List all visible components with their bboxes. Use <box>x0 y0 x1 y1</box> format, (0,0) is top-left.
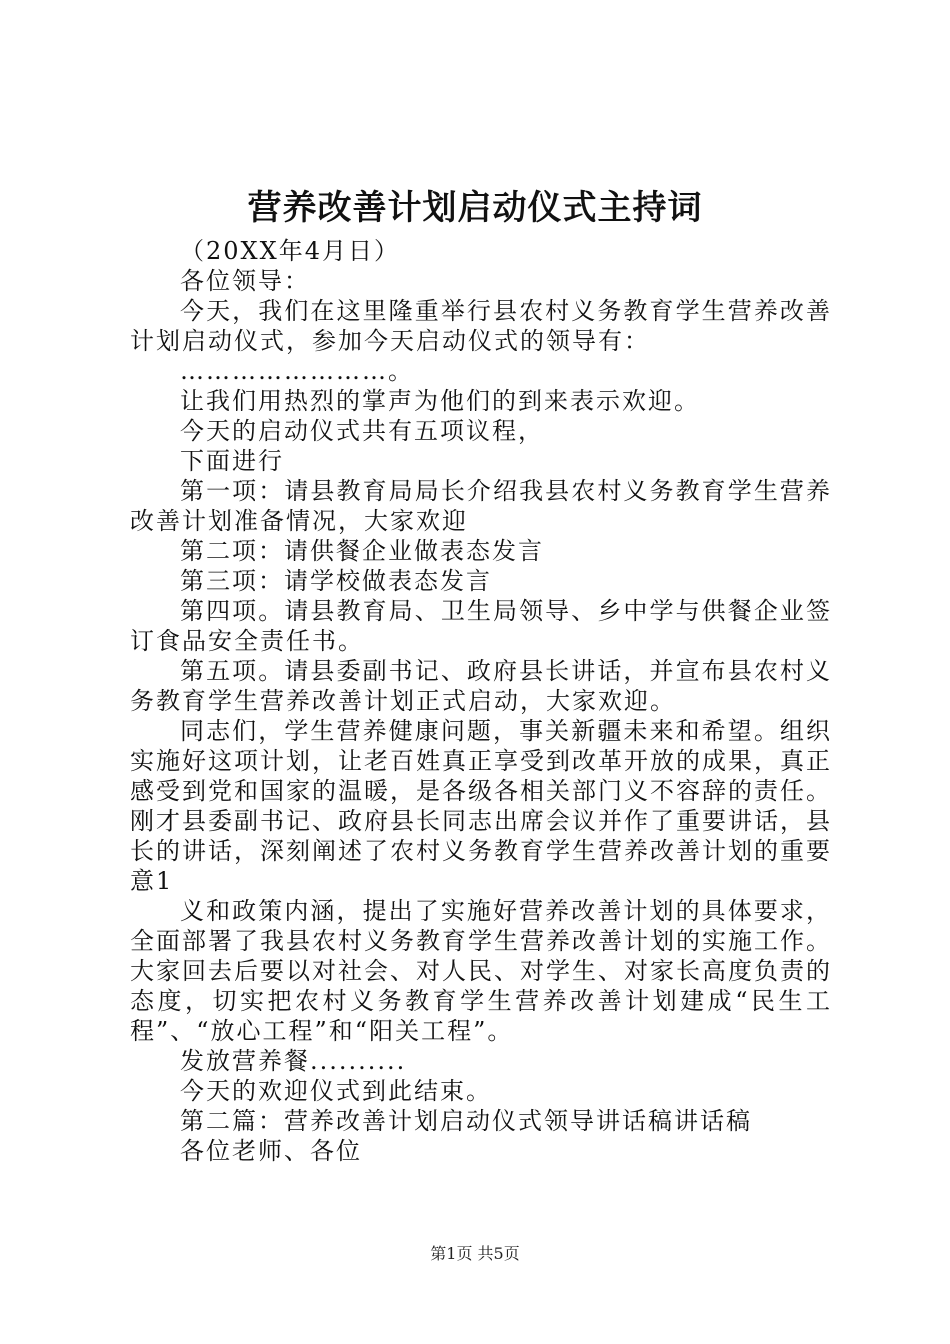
paragraph-meal-distribution: 发放营养餐.......... <box>180 1047 407 1075</box>
agenda-item-3: 第三项：请学校做表态发言 <box>180 567 492 595</box>
salutation: 各位领导： <box>180 267 310 295</box>
paragraph-leaders-list: ……………………。 <box>180 357 414 385</box>
document-title: 营养改善计划启动仪式主持词 <box>247 188 703 228</box>
agenda-item-1: 第一项：请县教育局局长介绍我县农村义务教育学生营养改善计划准备情况，大家欢迎 <box>130 477 832 535</box>
document-body <box>130 236 832 1166</box>
paragraph-welcome: 让我们用热烈的掌声为他们的到来表示欢迎。 <box>180 387 700 415</box>
paragraph-opening: 今天，我们在这里隆重举行县农村义务教育学生营养改善计划启动仪式，参加今天启动仪式的领导有： <box>130 297 832 355</box>
paragraph-comrades: 同志们，学生营养健康问题，事关新疆未来和希望。组织实施好这项计划，让老百姓真正享受到改革开放的成果，真正感受到党和国家的温暖，是各级各相关部门义不容辞的责任。刚才县委副书记、政府县长同志出席会议并作了重要讲话，县长的讲话，深刻阐述了农村义务教育学生营养改善计划的重要意1 <box>130 717 832 895</box>
paragraph-closing: 今天的欢迎仪式到此结束。 <box>180 1077 492 1105</box>
agenda-item-4: 第四项。请县教育局、卫生局领导、乡中学与供餐企业签订食品安全责任书。 <box>130 597 832 655</box>
paragraph-agenda-count: 今天的启动仪式共有五项议程， <box>180 417 544 445</box>
paragraph-second-part-heading: 第二篇：营养改善计划启动仪式领导讲话稿讲话稿 <box>180 1107 752 1135</box>
paragraph-policy: 义和政策内涵，提出了实施好营养改善计划的具体要求，全面部署了我县农村义务教育学生营养改善计划的实施工作。大家回去后要以对社会、对人民、对学生、对家长高度负责的态度，切实把农村义务教育学生营养改善计划建成“民生工程”、“放心工程”和“阳关工程”。 <box>130 897 832 1045</box>
page-number: 第1页 共5页 <box>430 1244 520 1263</box>
date-line: （20XX年4月日） <box>180 237 400 265</box>
paragraph-proceed: 下面进行 <box>180 447 284 475</box>
agenda-item-5: 第五项。请县委副书记、政府县长讲话，并宣布县农村义务教育学生营养改善计划正式启动，大家欢迎。 <box>130 657 832 715</box>
agenda-item-2: 第二项：请供餐企业做表态发言 <box>180 537 544 565</box>
paragraph-second-part-salutation: 各位老师、各位 <box>180 1137 362 1165</box>
